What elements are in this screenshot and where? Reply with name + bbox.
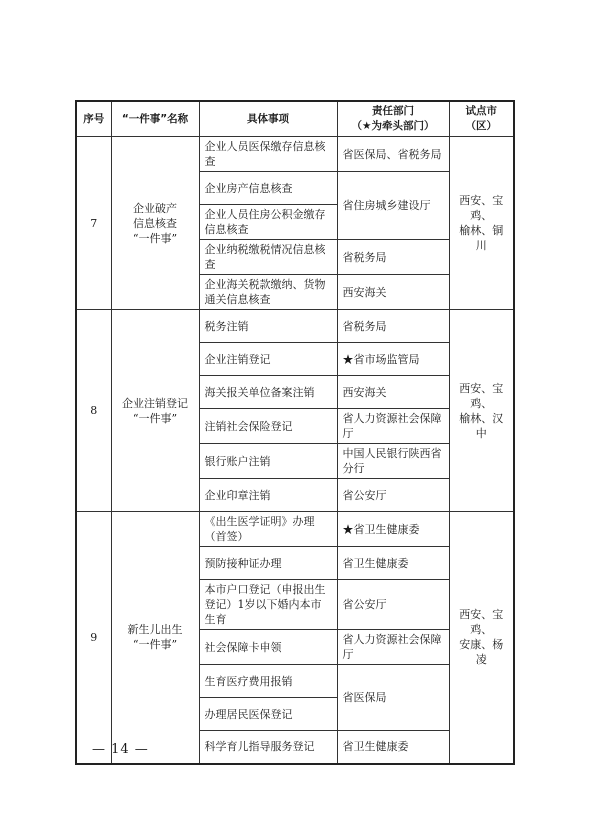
dept-cell: 省税务局 [337, 240, 449, 275]
item-cell: 《出生医学证明》办理（首签） [199, 512, 337, 547]
name-cell [111, 512, 199, 764]
item-cell: 科学育儿指导服务登记 [199, 731, 337, 764]
name-line: 企业注销登记 [122, 396, 188, 410]
name-line: “一件事” [132, 638, 178, 652]
city-line: 榆林、铜川 [459, 224, 504, 252]
name-line: 企业破产 [133, 201, 177, 215]
item-cell: 企业印章注销 [199, 479, 337, 512]
dept-cell: 省卫生健康委 [337, 547, 449, 580]
city-cell [449, 310, 514, 512]
name-cell [111, 310, 199, 512]
table-row [76, 310, 514, 343]
item-cell: 海关报关单位备案注销 [199, 376, 337, 409]
city-line: 安康、杨凌 [459, 638, 504, 667]
table-header-row [76, 101, 514, 137]
header-dept-line1: 责任部门 [372, 105, 414, 117]
item-cell: 企业海关税款缴纳、货物通关信息核查 [199, 275, 337, 310]
header-seq: 序号 [76, 101, 111, 137]
item-cell: 生育医疗费用报销 [199, 665, 337, 698]
item-cell: 企业纳税缴税情况信息核查 [199, 240, 337, 275]
city-line: 榆林、汉中 [459, 411, 504, 440]
city-cell [449, 137, 514, 310]
dept-cell: 省公安厅 [337, 479, 449, 512]
header-city-line2: （区） [465, 120, 497, 132]
dept-cell: ★省卫生健康委 [337, 512, 449, 547]
item-cell: 企业人员医保缴存信息核查 [199, 137, 337, 172]
dept-cell: 中国人民银行陕西省分行 [337, 444, 449, 479]
header-item: 具体事项 [199, 101, 337, 137]
item-cell: 银行账户注销 [199, 444, 337, 479]
dept-cell: 省税务局 [337, 310, 449, 343]
item-cell: 本市户口登记（申报出生登记）1岁以下婚内本市生育 [199, 580, 337, 630]
dept-cell: 省人力资源社会保障厅 [337, 630, 449, 665]
dept-cell: 省卫生健康委 [337, 731, 449, 764]
seq-cell: 9 [76, 512, 111, 764]
item-cell: 办理居民医保登记 [199, 698, 337, 731]
dept-cell: 西安海关 [337, 275, 449, 310]
page-number: — 14 — [92, 742, 149, 757]
dept-cell: 省医保局、省税务局 [337, 137, 449, 172]
header-city [449, 101, 514, 137]
item-cell: 税务注销 [199, 310, 337, 343]
table-row [76, 512, 514, 547]
city-line: 西安、宝鸡、 [459, 194, 504, 222]
item-cell: 注销社会保险登记 [199, 409, 337, 444]
header-city-line1: 试点市 [465, 105, 497, 117]
dept-cell: ★省市场监管局 [337, 343, 449, 376]
item-cell: 预防接种证办理 [199, 547, 337, 580]
item-cell: 企业注销登记 [199, 343, 337, 376]
name-line: “一件事” [132, 231, 178, 245]
seq-cell: 8 [76, 310, 111, 512]
city-line: 西安、宝鸡、 [459, 608, 504, 637]
dept-cell: 省公安厅 [337, 580, 449, 630]
item-cell: 社会保障卡申领 [199, 630, 337, 665]
item-cell: 企业房产信息核查 [199, 172, 337, 205]
dept-cell: 西安海关 [337, 376, 449, 409]
seq-cell: 7 [76, 137, 111, 310]
dept-cell: 省医保局 [337, 665, 449, 731]
header-name: “一件事”名称 [111, 101, 199, 137]
document-table [75, 100, 515, 765]
item-cell: 企业人员住房公积金缴存信息核查 [199, 205, 337, 240]
name-line: 新生儿出生 [127, 623, 183, 637]
table-row [76, 137, 514, 172]
name-line: “一件事” [132, 411, 178, 425]
name-cell [111, 137, 199, 310]
header-dept-line2: （★为牵头部门） [351, 120, 435, 132]
header-dept [337, 101, 449, 137]
dept-cell: 省住房城乡建设厅 [337, 172, 449, 240]
city-line: 西安、宝鸡、 [459, 381, 504, 410]
city-cell [449, 512, 514, 764]
name-line: 信息核查 [133, 216, 177, 230]
dept-cell: 省人力资源社会保障厅 [337, 409, 449, 444]
